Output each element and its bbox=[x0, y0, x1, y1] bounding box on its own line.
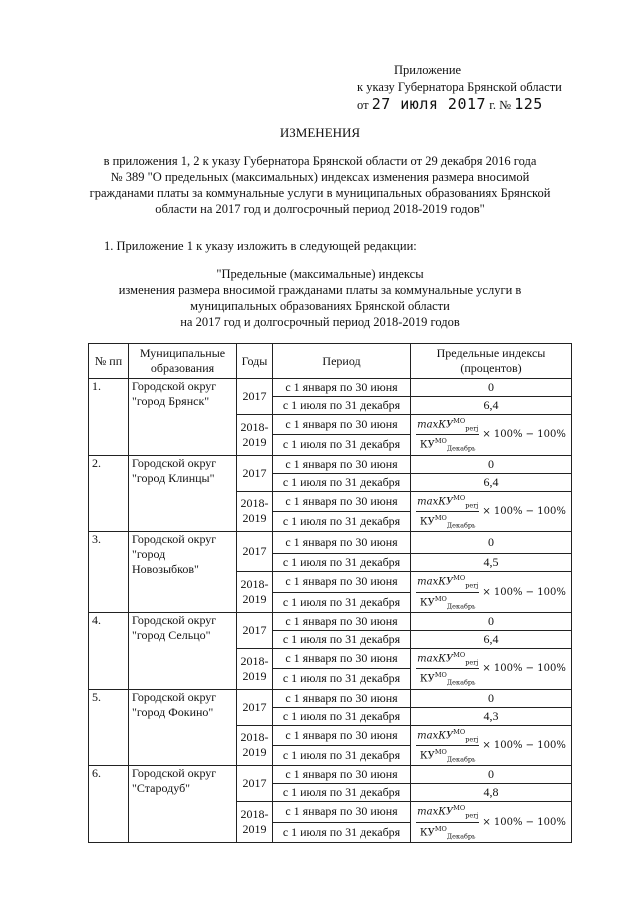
period-cell: с 1 января по 30 июня bbox=[273, 379, 411, 397]
municipality-name: Городской округ "город Клинцы" bbox=[129, 455, 237, 532]
decree-reference: к указу Губернатора Брянской области bbox=[357, 80, 562, 94]
decree-date-line bbox=[357, 95, 543, 113]
formula-numerator: maxКУ$^{МО}_{perj}$ bbox=[416, 649, 479, 669]
period-cell: с 1 января по 30 июня bbox=[273, 802, 411, 822]
row-number: 5. bbox=[89, 689, 129, 766]
formula-fraction bbox=[416, 726, 479, 766]
table-header-row bbox=[89, 344, 572, 379]
subtitle-line-2: изменения размера вносимой гражданами платы за коммунальные услуги в bbox=[118, 283, 522, 297]
period-cell: с 1 января по 30 июня bbox=[273, 415, 411, 435]
formula-cell bbox=[411, 572, 572, 613]
index-value: 6,4 bbox=[411, 630, 572, 648]
period-cell: с 1 января по 30 июня bbox=[273, 572, 411, 592]
number-sign: № bbox=[499, 98, 512, 112]
index-formula bbox=[414, 802, 568, 842]
period-cell: с 1 января по 30 июня bbox=[273, 612, 411, 630]
formula-denominator: $КУ^{МО}_{Декабрь}$ bbox=[419, 747, 476, 764]
handwritten-date: 27 июля 2017 bbox=[371, 95, 487, 113]
period-cell: с 1 июля по 31 декабря bbox=[273, 707, 411, 725]
period-cell: с 1 июля по 31 декабря bbox=[273, 784, 411, 802]
table-row bbox=[89, 766, 572, 784]
municipality-name: Городской округ "город Новозыбков" bbox=[129, 532, 237, 613]
index-value: 6,4 bbox=[411, 397, 572, 415]
formula-numerator: maxКУ$^{МО}_{perj}$ bbox=[416, 415, 479, 435]
year-cell: 2017 bbox=[237, 379, 273, 415]
intro-line-3: гражданами платы за коммунальные услуги в муниципальных образованиях Брянской bbox=[89, 186, 551, 200]
subtitle-line-4: на 2017 год и долгосрочный период 2018-2019 годов bbox=[180, 315, 460, 329]
table-row bbox=[89, 532, 572, 554]
period-cell: с 1 июля по 31 декабря bbox=[273, 511, 411, 531]
formula-tail: × 100% − 100% bbox=[482, 663, 566, 675]
period-cell: с 1 января по 30 июня bbox=[273, 455, 411, 473]
index-formula bbox=[414, 415, 568, 455]
index-formula bbox=[414, 492, 568, 532]
formula-cell bbox=[411, 648, 572, 689]
formula-fraction bbox=[416, 572, 479, 612]
formula-cell bbox=[411, 491, 572, 532]
period-cell: с 1 июля по 31 декабря bbox=[273, 435, 411, 455]
municipality-name: Городской округ "город Брянск" bbox=[129, 379, 237, 456]
index-value: 0 bbox=[411, 612, 572, 630]
year-cell: 2017 bbox=[237, 689, 273, 725]
table-row bbox=[89, 612, 572, 630]
period-cell: с 1 июля по 31 декабря bbox=[273, 473, 411, 491]
index-value: 4,8 bbox=[411, 784, 572, 802]
year-cell: 2018-2019 bbox=[237, 802, 273, 843]
formula-fraction bbox=[416, 415, 479, 455]
appendix-label: Приложение bbox=[394, 63, 462, 77]
header-num: № пп bbox=[89, 344, 129, 379]
header-index: Предельные индексы (процентов) bbox=[411, 344, 572, 379]
formula-numerator: maxКУ$^{МО}_{perj}$ bbox=[416, 726, 479, 746]
year-cell: 2018-2019 bbox=[237, 572, 273, 613]
period-cell: с 1 января по 30 июня bbox=[273, 689, 411, 707]
indices-table bbox=[88, 343, 572, 843]
row-number: 4. bbox=[89, 612, 129, 689]
formula-denominator: $КУ^{МО}_{Декабрь}$ bbox=[419, 824, 476, 840]
period-cell: с 1 июля по 31 декабря bbox=[273, 592, 411, 612]
intro-line-2: № 389 "О предельных (максимальных) индексах изменения размера вносимой bbox=[110, 170, 530, 184]
formula-fraction bbox=[416, 802, 479, 842]
year-cell: 2017 bbox=[237, 532, 273, 572]
year-cell: 2017 bbox=[237, 612, 273, 648]
index-value: 6,4 bbox=[411, 473, 572, 491]
municipality-name: Городской округ "город Фокино" bbox=[129, 689, 237, 766]
formula-numerator: maxКУ$^{МО}_{perj}$ bbox=[416, 572, 479, 592]
period-cell: с 1 января по 30 июня bbox=[273, 532, 411, 554]
municipality-name: Городской округ "Стародуб" bbox=[129, 766, 237, 843]
header-municipality: Муниципальные образования bbox=[129, 344, 237, 379]
index-value: 0 bbox=[411, 455, 572, 473]
index-value: 0 bbox=[411, 379, 572, 397]
row-number: 3. bbox=[89, 532, 129, 613]
year-cell: 2018-2019 bbox=[237, 491, 273, 532]
formula-cell bbox=[411, 725, 572, 766]
index-value: 4,3 bbox=[411, 707, 572, 725]
index-value: 4,5 bbox=[411, 554, 572, 572]
formula-tail: × 100% − 100% bbox=[482, 429, 566, 441]
index-value: 0 bbox=[411, 689, 572, 707]
formula-numerator: maxКУ$^{МО}_{perj}$ bbox=[416, 492, 479, 512]
header-period: Период bbox=[273, 344, 411, 379]
index-value: 0 bbox=[411, 532, 572, 554]
handwritten-number: 125 bbox=[514, 95, 543, 113]
formula-numerator: maxКУ$^{МО}_{perj}$ bbox=[416, 802, 479, 822]
period-cell: с 1 июля по 31 декабря bbox=[273, 822, 411, 842]
index-value: 0 bbox=[411, 766, 572, 784]
formula-denominator: $КУ^{МО}_{Декабрь}$ bbox=[419, 671, 476, 687]
year-cell: 2017 bbox=[237, 766, 273, 802]
period-cell: с 1 июля по 31 декабря bbox=[273, 669, 411, 689]
period-cell: с 1 июля по 31 декабря bbox=[273, 397, 411, 415]
intro-line-1: в приложения 1, 2 к указу Губернатора Брянской области от 29 декабря 2016 года bbox=[103, 154, 537, 168]
header-years: Годы bbox=[237, 344, 273, 379]
formula-tail: × 100% − 100% bbox=[482, 505, 566, 517]
date-prefix: от bbox=[357, 98, 369, 112]
period-cell: с 1 июля по 31 декабря bbox=[273, 630, 411, 648]
row-number: 2. bbox=[89, 455, 129, 532]
period-cell: с 1 января по 30 июня bbox=[273, 648, 411, 668]
index-formula bbox=[414, 726, 568, 766]
period-cell: с 1 июля по 31 декабря bbox=[273, 745, 411, 765]
formula-cell bbox=[411, 802, 572, 843]
formula-tail: × 100% − 100% bbox=[482, 816, 566, 828]
table-row bbox=[89, 379, 572, 397]
formula-denominator: $КУ^{МО}_{Декабрь}$ bbox=[419, 513, 476, 530]
period-cell: с 1 января по 30 июня bbox=[273, 491, 411, 511]
formula-tail: × 100% − 100% bbox=[482, 586, 566, 598]
row-number: 1. bbox=[89, 379, 129, 456]
year-cell: 2018-2019 bbox=[237, 648, 273, 689]
index-formula bbox=[414, 649, 568, 689]
table-row bbox=[89, 689, 572, 707]
formula-tail: × 100% − 100% bbox=[482, 739, 566, 751]
period-cell: с 1 июля по 31 декабря bbox=[273, 554, 411, 572]
table-row bbox=[89, 455, 572, 473]
municipality-name: Городской округ "город Сельцо" bbox=[129, 612, 237, 689]
formula-fraction bbox=[416, 649, 479, 689]
page-title: ИЗМЕНЕНИЯ bbox=[279, 125, 361, 140]
period-cell: с 1 января по 30 июня bbox=[273, 766, 411, 784]
formula-cell bbox=[411, 415, 572, 456]
formula-fraction bbox=[416, 492, 479, 532]
formula-denominator: $КУ^{МО}_{Декабрь}$ bbox=[419, 437, 476, 453]
intro-line-4: области на 2017 год и долгосрочный период 2018-2019 годов" bbox=[155, 202, 485, 216]
year-cell: 2018-2019 bbox=[237, 415, 273, 456]
year-cell: 2018-2019 bbox=[237, 725, 273, 766]
year-cell: 2017 bbox=[237, 455, 273, 491]
index-formula bbox=[414, 572, 568, 612]
period-cell: с 1 января по 30 июня bbox=[273, 725, 411, 745]
formula-denominator: $КУ^{МО}_{Декабрь}$ bbox=[419, 594, 476, 610]
subtitle-line-3: муниципальных образованиях Брянской области bbox=[190, 299, 450, 313]
date-g: г. bbox=[489, 98, 497, 112]
subtitle-line-1: "Предельные (максимальные) индексы bbox=[216, 267, 424, 281]
row-number: 6. bbox=[89, 766, 129, 843]
item-1: 1. Приложение 1 к указу изложить в следующей редакции: bbox=[104, 239, 417, 253]
